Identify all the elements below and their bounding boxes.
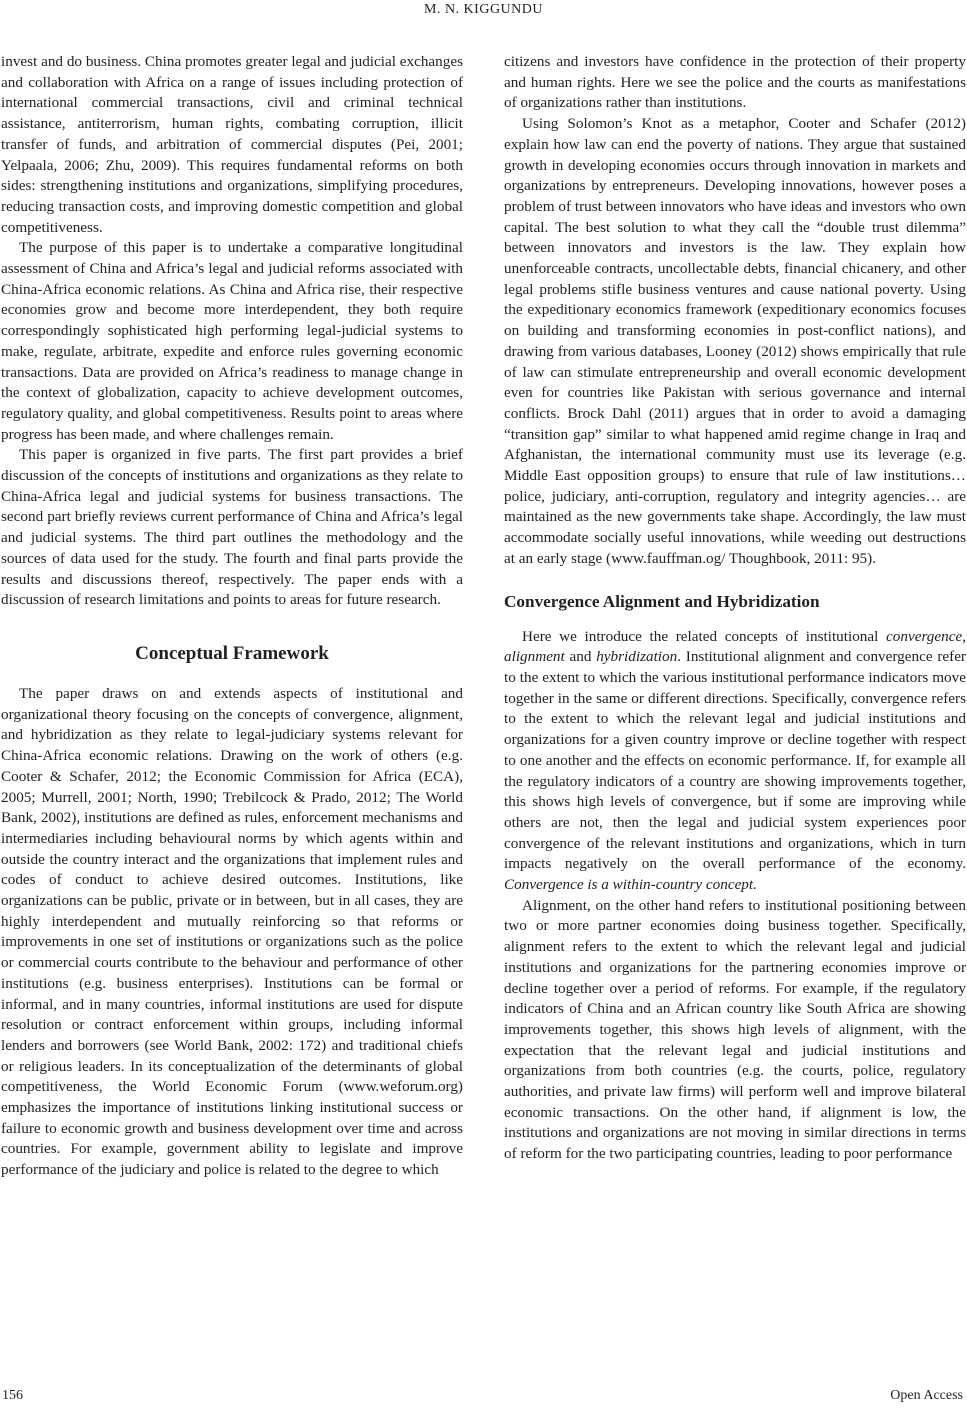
paragraph: Using Solomon’s Knot as a metaphor, Cooter and Schafer (2012) explain how law can end the poverty of nations. They argue that sustained growth in developing economies occurs through innovation in markets and organizations by entrepreneurs. Developing innovations, however poses a problem of trust between innovators who have ideas and investors who own capital. The best solution to what they call the “double trust dilemma” between innovators and investors is the law. They explain how unenforceable contracts, uncollectable debts, financial chicanery, and other legal problems stifle business ventures and cause national poverty. Using the expeditionary economics framework (expeditionary economics focuses on building and transforming economies in post-conflict nations), and drawing from various databases, Looney (2012) shows empirically that rule of law can stimulate entrepreneurship and overall economic development even for countries like Pakistan with serious governance and internal conflicts. Brock Dahl (2011) argues that in order to avoid a damaging “transition gap” similar to what happened amid regime change in Iraq and Afghanistan, the international community must use its leverage (e.g. Middle East opposition groups) to ensure that rule of law institutions… police, judiciary, anti-corruption, regulatory and integrity agencies… are maintained as the new governments take shape. Accordingly, the law must accommodate socially useful innovations, while weeding out destructions at an early stage (www.fauffman.og/ Thoughbook, 2011: 95). xyxy=(504,115,966,567)
paragraph: citizens and investors have confidence in the protection of their property and human rights. Here we see the police and the courts as manifestations of organizations rather than institutions. xyxy=(504,53,966,112)
italic-term: hybridization xyxy=(596,648,678,666)
subsection-heading: Convergence Alignment and Hybridization xyxy=(504,591,820,611)
running-head: M. N. KIGGUNDU xyxy=(424,2,543,17)
page-number: 156 xyxy=(2,1388,23,1403)
text-run: . Institutional alignment and convergence refer to the extent to which the various institutional performance indicators move together in the same or different directions. Specifically, convergence refers to the extent to which the relevant legal and judicial institutions and organizations for a given country improve or decline together with respect to one another and the effects on economic performance. If, for example all the regulatory indicators of a country are showing improvements together, this shows high levels of convergence, but if some are improving while others are not, then the legal and judicial system experiences poor convergence of the relevant institutions and organizations, which in turn impacts negatively on the overall performance of the economy. xyxy=(504,648,966,873)
italic-term: alignment xyxy=(504,648,565,666)
paragraph: The paper draws on and extends aspects of institutional and organizational theory focusing on the concepts of convergence, alignment, and hybridization as they relate to legal-judiciary systems relevant for China-Africa economic relations. Drawing on the work of others (e.g. Cooter & Schafer, 2012; the Economic Commission for Africa (ECA), 2005; Murrell, 2001; North, 1990; Trebilcock & Prado, 2012; The World Bank, 2002), institutions are defined as rules, enforcement mechanisms and intermediaries including behavioural norms by which agents within and outside the country interact and the organizations that implement rules and codes of conduct to achieve desired outcomes. Institutions, like organizations can be public, private or in between, but in all cases, they are highly interdependent and mutually reinforcing so that reforms or improvements in one set of institutions or organizations such as the police or commercial courts contribute to the behaviour and performance of other institutions (e.g. business enterprises). Institutions can be formal or informal, and in many countries, informal institutions are used for dispute resolution or contract enforcement within groups, including informal lenders and borrowers (see World Bank, 2002: 172) and traditional chiefs or religious leaders. In its conceptualization of the determinants of global competitiveness, the World Economic Forum (www.weforum.org) emphasizes the importance of institutions linking institutional success or failure to economic growth and business development over time and across countries. For example, government ability to legislate and improve performance of the judiciary and police is related to the degree to which xyxy=(1,684,463,1179)
paragraph: The purpose of this paper is to undertake a comparative longitudinal assessment of China and Africa’s legal and judicial reforms associated with China-Africa economic relations. As China and Africa rise, their respective economies grow and become more interdependent, they both require correspondingly sophisticated high performing legal-judicial systems to make, regulate, arbitrate, expedite and enforce rules governing economic transactions. Data are provided on Africa’s readiness to manage change in the context of globalization, capacity to achieve development outcomes, regulatory quality, and global competitiveness. Results point to areas where progress has been made, and where challenges remain. xyxy=(1,239,463,443)
text-run: , xyxy=(962,627,966,645)
paragraph: Alignment, on the other hand refers to institutional positioning between two or more partner economies doing business together. Specifically, alignment refers to the extent to which the relevant legal and judicial institutions and organizations for the partnering economies improve or decline together over a period of reforms. For example, if the regulatory indicators of China and an African country like South Africa are showing improvements together, this shows high levels of alignment, with the expectation that the relevant legal and judicial institutions and organizations from both countries (e.g. the courts, police, regulatory authorities, and private law firms) will perform well and improve bilateral economic transactions. On the other hand, if alignment is low, the institutions and organizations are not moving in similar directions in terms of reform for the two participating countries, leading to poor performance xyxy=(504,896,966,1163)
paragraph: This paper is organized in five parts. The first part provides a brief discussion of the concepts of institutions and organizations as they relate to China-Africa legal and judicial systems for business transactions. The second part briefly reviews current performance of China and Africa’s legal and judicial systems. The third part outlines the methodology and the sources of data used for the study. The fourth and final parts provide the results and discussions thereof, respectively. The paper ends with a discussion of research limitations and points to areas for future research. xyxy=(1,446,463,609)
section-heading: Conceptual Framework xyxy=(135,642,329,664)
paragraph xyxy=(504,627,966,896)
publisher-label: Open Access xyxy=(890,1388,963,1403)
text-run: Here we introduce the related concepts of institutional xyxy=(522,627,887,645)
right-column xyxy=(504,52,966,1165)
italic-term: convergence xyxy=(886,627,963,645)
paragraph: invest and do business. China promotes greater legal and judicial exchanges and collaboration with Africa on a range of issues including protection of international commercial transactions, civil and criminal technical assistance, antiterrorism, human rights, combating corruption, illicit transfer of funds, and arbitration of commercial disputes (Pei, 2001; Yelpaala, 2006; Zhu, 2009). This requires fundamental reforms on both sides: strengthening institutions and organizations, simplifying procedures, reducing transaction costs, and improving domestic competition and global competitiveness. xyxy=(1,53,463,236)
left-column xyxy=(1,52,463,1181)
text-run: and xyxy=(564,648,597,666)
italic-sentence: Convergence is a within-country concept. xyxy=(504,876,757,894)
